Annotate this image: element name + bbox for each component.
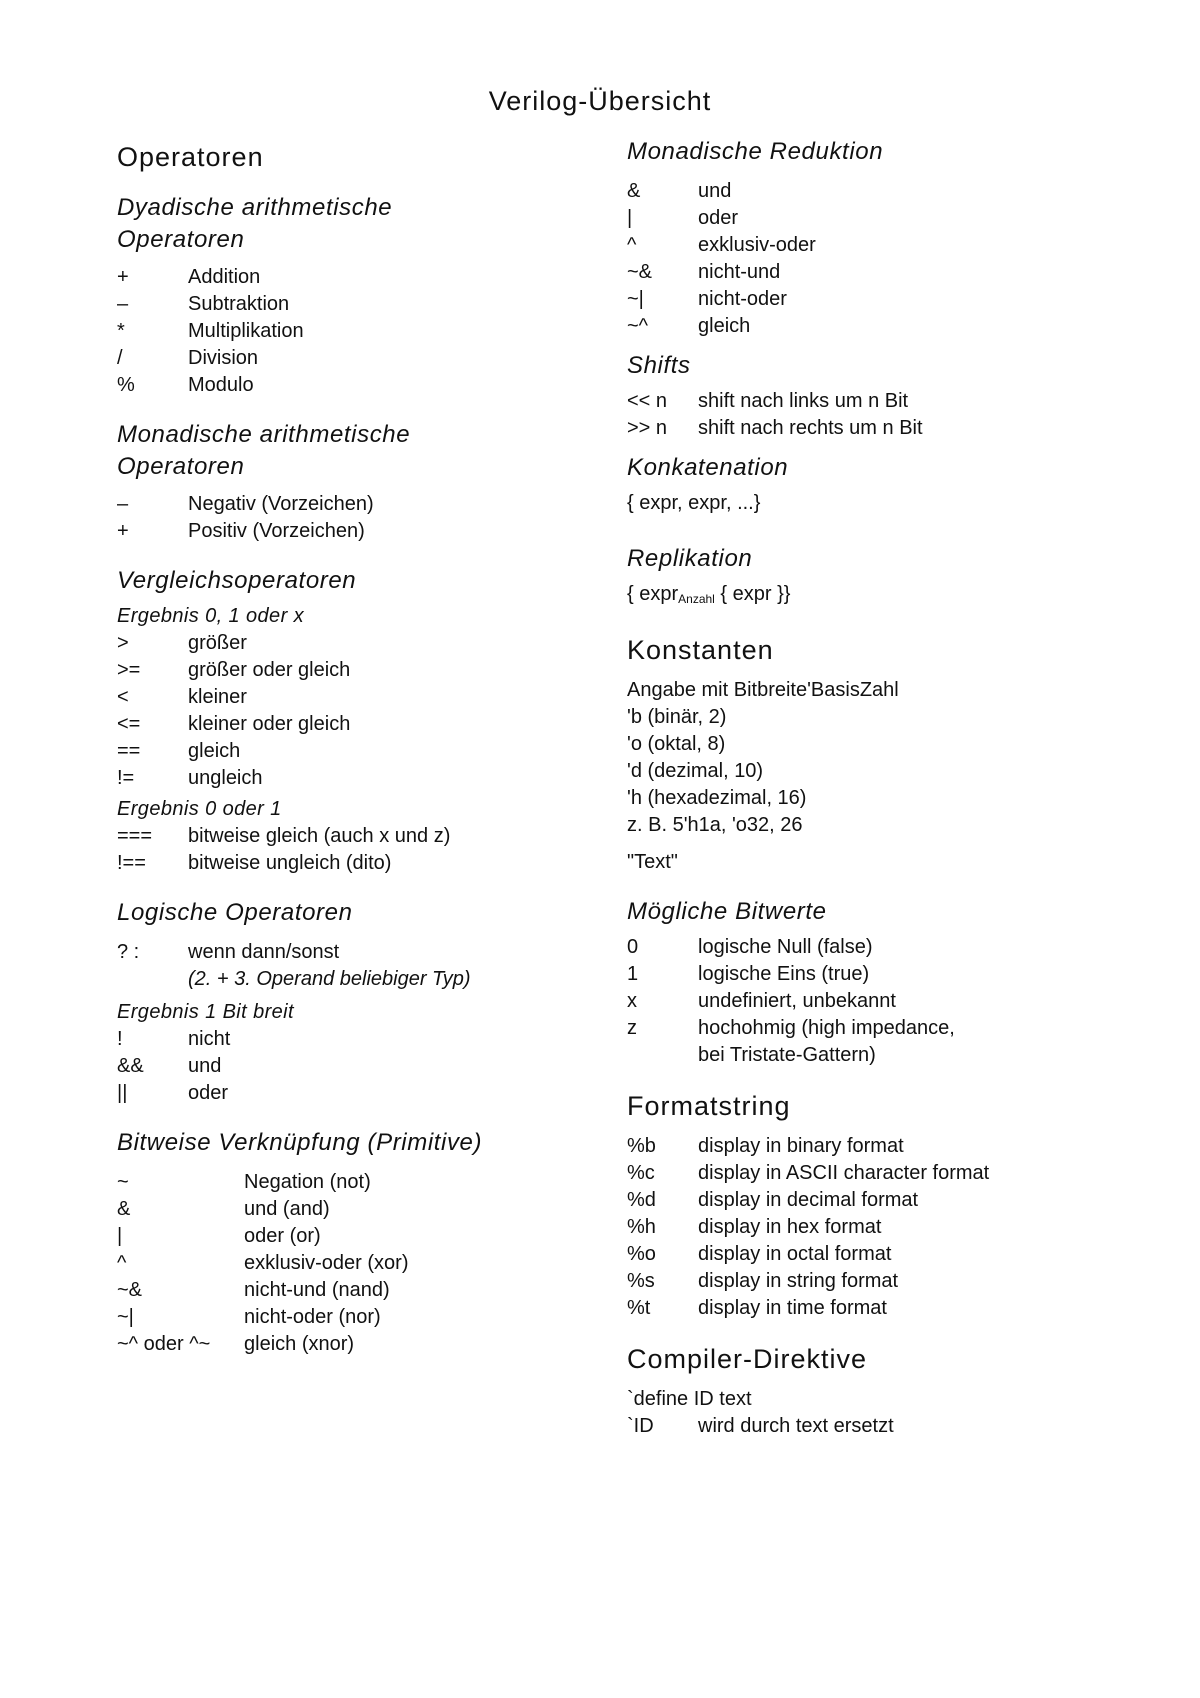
concat-heading: Konkatenation (627, 454, 789, 481)
list-item (627, 232, 1147, 259)
operator-symbol: ~| (627, 288, 644, 310)
operator-symbol: %t (627, 1297, 651, 1319)
operator-description: bitweise ungleich (dito) (188, 852, 392, 874)
operator-description: und (698, 180, 732, 202)
operator-symbol: << n (627, 390, 668, 412)
compiler-list (627, 1413, 1147, 1440)
text-line: Angabe mit Bitbreite'BasisZahl (627, 679, 899, 701)
operator-description: display in decimal format (698, 1189, 919, 1211)
operator-description: wird durch text ersetzt (698, 1415, 894, 1437)
operator-symbol: + (117, 266, 129, 288)
ternary-symbol: ? : (117, 941, 140, 963)
operator-description: und (and) (244, 1198, 330, 1220)
text-line: z. B. 5'h1a, 'o32, 26 (627, 814, 803, 836)
list-item (117, 657, 617, 684)
logic-ternary-note-row (117, 966, 617, 993)
list-item (117, 291, 617, 318)
text-line: 'h (hexadezimal, 16) (627, 787, 807, 809)
logic-heading: Logische Operatoren (117, 899, 353, 926)
list-item (117, 738, 617, 765)
operator-symbol: ^ (117, 1252, 127, 1274)
list-item (627, 1160, 1147, 1187)
compiler-heading: Compiler-Direktive (627, 1344, 868, 1374)
list-item (627, 1015, 1147, 1042)
operator-description: exklusiv-oder (xor) (244, 1252, 409, 1274)
operator-description: display in time format (698, 1297, 887, 1319)
list-item (627, 1214, 1147, 1241)
list-item (627, 1268, 1147, 1295)
list-item (627, 313, 1147, 340)
operator-description: display in string format (698, 1270, 899, 1292)
operator-symbol: / (117, 347, 123, 369)
replication-subscript: Anzahl (678, 592, 715, 606)
operator-description: logische Eins (true) (698, 963, 870, 985)
operator-description: hochohmig (high impedance, (698, 1017, 955, 1039)
operator-symbol: ~& (627, 261, 653, 283)
operator-description: Negativ (Vorzeichen) (188, 493, 374, 515)
operator-description: display in octal format (698, 1243, 892, 1265)
operator-symbol: ~| (117, 1306, 134, 1328)
operator-description: shift nach links um n Bit (698, 390, 909, 412)
constants-heading: Konstanten (627, 635, 774, 665)
list-item (117, 1169, 617, 1196)
compare-list2 (117, 823, 617, 877)
monadic-heading (117, 419, 617, 483)
list-item (627, 934, 1147, 961)
list-item (627, 1042, 1147, 1069)
list-item (117, 1304, 617, 1331)
operator-symbol: z (627, 1017, 637, 1039)
operator-description: oder (188, 1082, 229, 1104)
list-item (627, 1133, 1147, 1160)
operator-symbol: ~ (117, 1171, 129, 1193)
operator-symbol: ~^ oder ^~ (117, 1333, 211, 1355)
operator-description: größer oder gleich (188, 659, 351, 681)
operator-symbol: x (627, 990, 637, 1012)
left-column (117, 140, 617, 1358)
operator-symbol: & (117, 1198, 131, 1220)
dyadic-heading (117, 192, 617, 256)
operator-symbol: %c (627, 1162, 655, 1184)
list-item (627, 286, 1147, 313)
compare-sub2: Ergebnis 0 oder 1 (117, 798, 282, 820)
operator-description: logische Null (false) (698, 936, 873, 958)
operator-symbol: ! (117, 1028, 123, 1050)
text-line: 'b (binär, 2) (627, 706, 727, 728)
format-heading: Formatstring (627, 1091, 791, 1121)
operators-heading: Operatoren (117, 142, 264, 172)
text-line: 'o (oktal, 8) (627, 733, 726, 755)
list-item (117, 491, 617, 518)
list-item (117, 372, 617, 399)
list-item (627, 1295, 1147, 1322)
constants-lines (627, 677, 1147, 839)
operator-description: nicht-und (698, 261, 781, 283)
list-item (117, 1026, 617, 1053)
list-item (627, 988, 1147, 1015)
bitwise-heading: Bitweise Verknüpfung (Primitive) (117, 1129, 483, 1156)
bitvalues-list (627, 934, 1147, 1069)
list-item (117, 765, 617, 792)
monadic-heading-line2: Operatoren (117, 453, 245, 480)
operator-symbol: – (117, 493, 129, 515)
operator-symbol: %s (627, 1270, 655, 1292)
bitwise-list (117, 1169, 617, 1358)
reduction-list (627, 178, 1147, 340)
list-item (627, 178, 1147, 205)
bitvalues-heading: Mögliche Bitwerte (627, 898, 827, 925)
list-item (117, 850, 617, 877)
operator-symbol: – (117, 293, 129, 315)
list-item (627, 961, 1147, 988)
list-item (117, 1331, 617, 1358)
list-item (627, 388, 1147, 415)
list-item (117, 264, 617, 291)
replication-pre: { expr (627, 583, 679, 605)
replication-post: { expr }} (714, 583, 791, 605)
operator-description: bei Tristate-Gattern) (698, 1044, 876, 1066)
ternary-desc: wenn dann/sonst (188, 941, 340, 963)
operator-description: oder (or) (244, 1225, 321, 1247)
list-item (117, 1223, 617, 1250)
operator-description: Addition (188, 266, 261, 288)
operator-description: nicht-oder (nor) (244, 1306, 381, 1328)
list-item (627, 205, 1147, 232)
operator-symbol: | (117, 1225, 123, 1247)
list-item (627, 1241, 1147, 1268)
operator-description: und (188, 1055, 222, 1077)
operator-symbol: % (117, 374, 135, 396)
shifts-list (627, 388, 1147, 442)
operator-description: Modulo (188, 374, 254, 396)
list-item (117, 823, 617, 850)
operator-description: ungleich (188, 767, 263, 789)
operator-symbol: %d (627, 1189, 656, 1211)
operator-description: größer (188, 632, 247, 654)
operator-symbol: %h (627, 1216, 656, 1238)
list-item (627, 415, 1147, 442)
ternary-note: (2. + 3. Operand beliebiger Typ) (188, 968, 471, 990)
operator-symbol: !== (117, 852, 146, 874)
monadic-list (117, 491, 617, 545)
operator-description: display in binary format (698, 1135, 904, 1157)
operator-description: display in ASCII character format (698, 1162, 990, 1184)
list-item (117, 518, 617, 545)
page-title: Verilog-Übersicht (488, 86, 712, 116)
list-item (117, 630, 617, 657)
operator-symbol: >= (117, 659, 141, 681)
operator-description: exklusiv-oder (698, 234, 816, 256)
compare-list1 (117, 630, 617, 792)
operator-description: nicht (188, 1028, 231, 1050)
operator-description: bitweise gleich (auch x und z) (188, 825, 451, 847)
operator-description: Positiv (Vorzeichen) (188, 520, 365, 542)
operator-symbol: 0 (627, 936, 639, 958)
list-item (627, 259, 1147, 286)
operator-description: gleich (698, 315, 751, 337)
list-item (117, 318, 617, 345)
list-item (117, 711, 617, 738)
operator-description: nicht-oder (698, 288, 787, 310)
operator-description: kleiner (188, 686, 247, 708)
operator-symbol: < (117, 686, 129, 708)
logic-list (117, 1026, 617, 1107)
operator-description: undefiniert, unbekannt (698, 990, 896, 1012)
operator-description: Division (188, 347, 259, 369)
operator-symbol: ^ (627, 234, 637, 256)
operator-symbol: `ID (627, 1415, 654, 1437)
replication-heading: Replikation (627, 545, 753, 572)
operator-symbol: * (117, 320, 125, 342)
list-item (117, 684, 617, 711)
operator-description: oder (698, 207, 739, 229)
list-item (627, 1413, 1147, 1440)
concat-text: { expr, expr, ...} (627, 492, 761, 514)
operator-description: Negation (not) (244, 1171, 371, 1193)
compare-heading: Vergleichsoperatoren (117, 567, 357, 594)
operator-symbol: & (627, 180, 641, 202)
operator-description: display in hex format (698, 1216, 882, 1238)
list-item (117, 1196, 617, 1223)
list-item (117, 1053, 617, 1080)
operator-symbol: + (117, 520, 129, 542)
operator-description: Multiplikation (188, 320, 304, 342)
replication-text (627, 581, 1147, 613)
reduction-heading: Monadische Reduktion (627, 138, 884, 165)
list-item (627, 1187, 1147, 1214)
operator-symbol: <= (117, 713, 141, 735)
operator-description: kleiner oder gleich (188, 713, 351, 735)
operator-symbol: ~^ (627, 315, 649, 337)
operator-symbol: || (117, 1082, 128, 1104)
list-item (117, 1080, 617, 1107)
operator-symbol: %b (627, 1135, 656, 1157)
compiler-line1: `define ID text (627, 1388, 752, 1410)
dyadic-heading-line1: Dyadische arithmetische (117, 194, 393, 221)
dyadic-heading-line2: Operatoren (117, 226, 245, 253)
operator-symbol: && (117, 1055, 144, 1077)
operator-symbol: %o (627, 1243, 656, 1265)
operator-symbol: >> n (627, 417, 668, 439)
operator-symbol: | (627, 207, 633, 229)
operator-symbol: ~& (117, 1279, 143, 1301)
logic-sub: Ergebnis 1 Bit breit (117, 1001, 294, 1023)
logic-ternary-row (117, 939, 617, 966)
operator-symbol: > (117, 632, 129, 654)
dyadic-list (117, 264, 617, 399)
format-list (627, 1133, 1147, 1322)
list-item (117, 1277, 617, 1304)
compare-sub1: Ergebnis 0, 1 oder x (117, 605, 304, 627)
list-item (117, 345, 617, 372)
shifts-heading: Shifts (627, 352, 691, 379)
operator-description: nicht-und (nand) (244, 1279, 390, 1301)
operator-description: gleich (xnor) (244, 1333, 355, 1355)
text-line: 'd (dezimal, 10) (627, 760, 764, 782)
constants-text-example: "Text" (627, 851, 678, 873)
operator-symbol: == (117, 740, 141, 762)
right-column (627, 136, 1147, 1440)
operator-symbol: === (117, 825, 153, 847)
operator-description: Subtraktion (188, 293, 290, 315)
operator-symbol (627, 1042, 698, 1069)
list-item (117, 1250, 617, 1277)
operator-symbol: 1 (627, 963, 639, 985)
operator-description: shift nach rechts um n Bit (698, 417, 923, 439)
operator-description: gleich (188, 740, 241, 762)
monadic-heading-line1: Monadische arithmetische (117, 421, 411, 448)
operator-symbol: != (117, 767, 135, 789)
